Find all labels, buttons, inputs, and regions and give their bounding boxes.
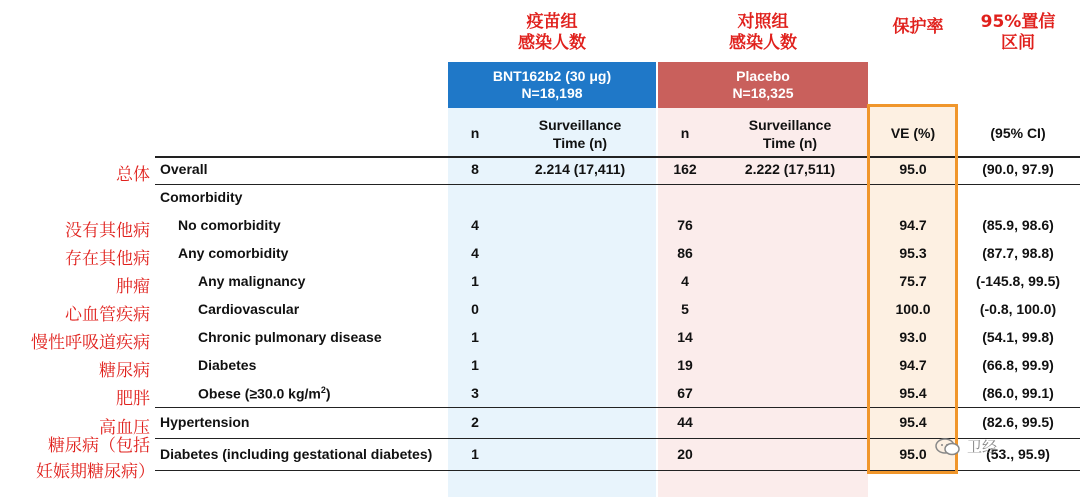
row-cn-label: 慢性呼吸道疾病 xyxy=(31,333,150,353)
row-cn-label: 肿瘤 xyxy=(116,277,150,297)
ve-cell: 94.7 xyxy=(899,357,927,373)
ve-cell: 75.7 xyxy=(899,273,927,289)
placebo-n-cell: 5 xyxy=(681,301,689,317)
ve-cell: 100.0 xyxy=(895,301,931,317)
placebo-n-cell: 19 xyxy=(677,357,693,373)
row-label: Overall xyxy=(160,161,208,177)
ci-cell: (85.9, 98.6) xyxy=(982,217,1054,233)
row-label: No comorbidity xyxy=(178,217,281,233)
ci-cell: (54.1, 99.8) xyxy=(982,329,1054,345)
ci-cell: (-145.8, 99.5) xyxy=(975,273,1061,289)
vaccine-n-cell: 4 xyxy=(471,245,479,261)
ve-header: VE (%) xyxy=(890,125,936,141)
row-cn-label: 高血压 xyxy=(99,418,150,438)
ci-cell: (53., 95.9) xyxy=(986,446,1050,462)
ve-cell: 94.7 xyxy=(899,217,927,233)
vaccine-n-cell: 1 xyxy=(471,446,479,462)
row-cn-label: 没有其他病 xyxy=(65,221,150,241)
row-label: Diabetes xyxy=(198,357,257,373)
placebo-n-cell: 20 xyxy=(677,446,693,462)
vaccine-n-cell: 1 xyxy=(471,273,479,289)
row-label: Any comorbidity xyxy=(178,245,289,261)
placebo-n-cell: 67 xyxy=(677,385,693,401)
row-cn-label: 肥胖 xyxy=(116,389,150,409)
row-cn-label: 总体 xyxy=(116,165,150,185)
placebo-group-header: Placebo N=18,325 xyxy=(658,62,868,108)
ci-cell: (86.0, 99.1) xyxy=(982,385,1054,401)
row-cn-label-line2: 妊娠期糖尿病） xyxy=(36,462,155,482)
watermark: 卫经 xyxy=(935,436,997,457)
row-cn-label: 存在其他病 xyxy=(65,249,150,269)
placebo-n-header: n xyxy=(680,125,690,141)
row-label: Chronic pulmonary disease xyxy=(198,329,382,345)
vaccine-n-cell: 1 xyxy=(471,329,479,345)
ci-cn-header: 95%置信 区间 xyxy=(980,12,1056,53)
ci-header: (95% CI) xyxy=(990,125,1046,141)
row-label: Hypertension xyxy=(160,414,250,430)
row-label: Cardiovascular xyxy=(198,301,300,317)
row-label: Comorbidity xyxy=(160,189,243,205)
row-label: Diabetes (including gestational diabetes) xyxy=(160,446,433,462)
placebo-n-cell: 4 xyxy=(681,273,689,289)
vaccine-n-cell: 4 xyxy=(471,217,479,233)
vaccine-cn-header: 疫苗组 感染人数 xyxy=(518,12,586,53)
ci-cell: (87.7, 98.8) xyxy=(982,245,1054,261)
ve-cn-header: 保护率 xyxy=(892,17,944,37)
ve-cell: 95.4 xyxy=(899,385,927,401)
placebo-surveillance-header: Surveillance Time (n) xyxy=(748,117,832,151)
row-label: Obese (≥30.0 $kg/m^2$) xyxy=(198,385,331,402)
ve-cell: 95.0 xyxy=(899,446,927,462)
vaccine-group-header: BNT162b2 (30 μg) N=18,198 xyxy=(448,62,656,108)
ve-cell: 95.4 xyxy=(899,414,927,430)
placebo-cn-header: 对照组 感染人数 xyxy=(729,12,797,53)
wechat-icon xyxy=(935,437,961,457)
row-label: Any malignancy xyxy=(198,273,306,289)
placebo-time-cell: 2.222 (17,511) xyxy=(744,161,836,177)
ci-cell: (90.0, 97.9) xyxy=(982,161,1054,177)
ci-cell: (66.8, 99.9) xyxy=(982,357,1054,373)
row-cn-label: 糖尿病 xyxy=(99,361,150,381)
placebo-n-cell: 76 xyxy=(677,217,693,233)
vaccine-n-cell: 0 xyxy=(471,301,479,317)
placebo-n-cell: 44 xyxy=(677,414,693,430)
vaccine-n-cell: 3 xyxy=(471,385,479,401)
row-cn-label: 心血管疾病 xyxy=(65,305,150,325)
placebo-n-cell: 162 xyxy=(673,161,697,177)
ci-cell: (82.6, 99.5) xyxy=(982,414,1054,430)
row-cn-label: 糖尿病（包括 xyxy=(48,436,150,456)
vaccine-n-cell: 1 xyxy=(471,357,479,373)
vaccine-surveillance-header: Surveillance Time (n) xyxy=(538,117,622,151)
placebo-n-cell: 14 xyxy=(677,329,693,345)
ci-cell: (-0.8, 100.0) xyxy=(979,301,1057,317)
ve-cell: 95.0 xyxy=(899,161,927,177)
vaccine-n-cell: 2 xyxy=(471,414,479,430)
ve-cell: 93.0 xyxy=(899,329,927,345)
placebo-n-cell: 86 xyxy=(677,245,693,261)
vaccine-n-header: n xyxy=(470,125,480,141)
vaccine-time-cell: 2.214 (17,411) xyxy=(534,161,626,177)
vaccine-n-cell: 8 xyxy=(471,161,479,177)
ve-cell: 95.3 xyxy=(899,245,927,261)
